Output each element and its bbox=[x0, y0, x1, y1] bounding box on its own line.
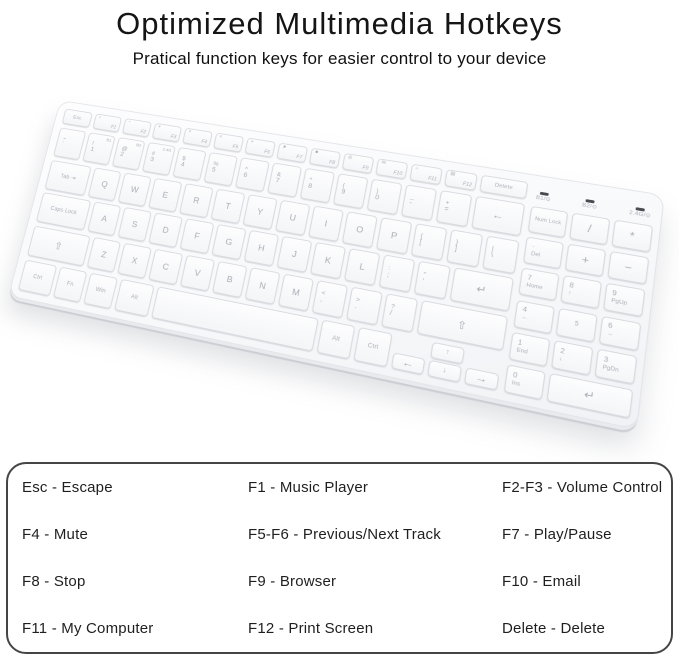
key-num-lock: Num Lock bbox=[528, 206, 569, 238]
key-ctrl-left: Ctrl bbox=[18, 260, 57, 297]
key-semicolon: : ; bbox=[378, 255, 415, 293]
key-np-2: 2 ↓ bbox=[551, 340, 593, 375]
key-backslash: | \ bbox=[482, 235, 519, 274]
key-caps-lock: Caps Lock bbox=[36, 192, 91, 230]
key-o: O bbox=[342, 211, 378, 248]
key-b: B bbox=[212, 261, 248, 298]
key-np-3: 3 PgDn bbox=[594, 348, 637, 384]
key-k: K bbox=[310, 242, 346, 279]
hotkey-legend bbox=[6, 462, 673, 654]
key-backquote: ~ ` bbox=[53, 127, 86, 160]
key-f8: ■ F8 bbox=[309, 148, 341, 169]
key-np-5: 5 bbox=[556, 307, 598, 342]
keyboard-body bbox=[8, 100, 665, 430]
indicator-label: B1/⊙ bbox=[535, 195, 552, 204]
key-2: @ 2 B2 bbox=[112, 137, 146, 170]
key-c: C bbox=[148, 249, 183, 285]
key-bracket-right: } ] bbox=[446, 229, 483, 267]
key-m: M bbox=[278, 274, 314, 312]
key-np-6: 6 → bbox=[599, 315, 642, 350]
key-f2: − F2 bbox=[122, 118, 152, 137]
key-f1: ♪ F1 bbox=[92, 113, 122, 132]
key-delete: Delete bbox=[479, 175, 528, 199]
legend-item-f9: F9 - Browser bbox=[248, 573, 337, 590]
key-w: W bbox=[118, 172, 152, 206]
key-np-0: 0 Ins bbox=[504, 364, 546, 400]
key-quote: " ' bbox=[414, 261, 451, 300]
key-np-4: 4 ← bbox=[513, 300, 555, 334]
key-f: F bbox=[179, 219, 214, 255]
key-ctrl-right: Ctrl bbox=[353, 327, 392, 367]
legend-item-f2-f3: F2-F3 - Volume Control bbox=[502, 479, 663, 496]
key-backspace: ← bbox=[471, 196, 525, 236]
key-np-del: · Del bbox=[523, 237, 564, 270]
indicator-label: 2.4G/⊙ bbox=[628, 210, 652, 220]
indicator-b1 bbox=[536, 191, 552, 203]
header bbox=[0, 0, 679, 69]
key-np-minus: − bbox=[607, 251, 649, 285]
key-np-1: 1 End bbox=[509, 332, 551, 367]
key-win: Win bbox=[83, 273, 118, 309]
legend-item-f8: F8 - Stop bbox=[22, 573, 86, 590]
legend-item-f4: F4 - Mute bbox=[22, 526, 88, 543]
key-x: X bbox=[117, 243, 152, 279]
key-fn: Fn bbox=[53, 267, 87, 303]
key-shift-right: ⇧ bbox=[417, 300, 508, 351]
key-f11: ⌂ F11 bbox=[409, 164, 442, 185]
key-tab: Tab ⇥ bbox=[45, 160, 92, 196]
key-f3: + F3 bbox=[152, 123, 182, 143]
key-f9: ◎ F9 bbox=[342, 153, 375, 174]
key-l: L bbox=[344, 248, 380, 286]
key-t: T bbox=[211, 188, 246, 223]
key-v: V bbox=[180, 255, 215, 292]
key-u: U bbox=[275, 199, 310, 235]
indicator-label: B2/⊙ bbox=[581, 202, 598, 211]
key-np-7: 7 Home bbox=[518, 268, 559, 302]
page-title: Optimized Multimedia Hotkeys bbox=[116, 6, 563, 41]
legend-item-f12: F12 - Print Screen bbox=[248, 620, 374, 637]
key-9: ( 9 bbox=[333, 173, 369, 209]
key-d: D bbox=[148, 213, 183, 248]
key-p: P bbox=[376, 217, 412, 254]
key-period: > . bbox=[346, 287, 383, 326]
legend-item-f1: F1 - Music Player bbox=[248, 479, 369, 496]
key-i: I bbox=[308, 205, 344, 241]
key-minus: _ - bbox=[401, 184, 437, 221]
key-f4: × F4 bbox=[182, 128, 213, 148]
key-q: Q bbox=[88, 167, 122, 201]
key-f6: » F6 bbox=[244, 138, 275, 158]
key-arrow-up-down: ↑ ↓ bbox=[427, 342, 465, 383]
key-e: E bbox=[148, 177, 182, 212]
indicator-b2 bbox=[582, 199, 598, 211]
legend-item-f7: F7 - Play/Pause bbox=[502, 526, 612, 543]
key-a: A bbox=[87, 202, 121, 237]
key-np-plus: + bbox=[565, 244, 607, 277]
key-shift-left: ⇧ bbox=[27, 226, 91, 267]
key-6: ^ 6 bbox=[235, 157, 270, 192]
key-enter: ↵ bbox=[450, 268, 514, 312]
key-5: % 5 bbox=[204, 152, 238, 186]
key-f12: ▤ F12 bbox=[444, 169, 478, 191]
key-np-enter: ↵ bbox=[546, 373, 633, 419]
key-r: R bbox=[179, 183, 213, 218]
key-s: S bbox=[117, 207, 151, 242]
key-y: Y bbox=[243, 194, 278, 230]
key-g: G bbox=[211, 224, 246, 260]
key-3: # 3 2.4G bbox=[142, 142, 176, 176]
legend-item-f5-f6: F5-F6 - Previous/Next Track bbox=[248, 526, 441, 543]
legend-item-f11: F11 - My Computer bbox=[22, 620, 154, 637]
key-np-divide: / bbox=[569, 213, 610, 246]
indicator-2-4g bbox=[629, 206, 652, 219]
key-h: H bbox=[244, 230, 279, 267]
key-f7: ► F7 bbox=[276, 143, 308, 163]
legend-item-esc: Esc - Escape bbox=[22, 479, 113, 496]
key-alt-right: Alt bbox=[316, 320, 355, 360]
key-f10: ✉ F10 bbox=[375, 158, 408, 179]
key-alt-left: Alt bbox=[114, 279, 154, 317]
key-7: & 7 bbox=[267, 162, 302, 197]
key-slash: ? / bbox=[381, 293, 418, 332]
page-subtitle: Pratical function keys for easier control to your device bbox=[132, 49, 547, 68]
key-z: Z bbox=[87, 237, 121, 273]
key-np-9: 9 PgUp bbox=[603, 283, 645, 317]
key-n: N bbox=[245, 267, 281, 305]
key-j: J bbox=[276, 236, 312, 273]
key-0: ) 0 bbox=[367, 179, 403, 215]
key-np-8: 8 ↑ bbox=[560, 275, 602, 309]
key-8: * 8 bbox=[300, 168, 335, 203]
key-equals: + = bbox=[436, 190, 473, 227]
key-arrow-right: → bbox=[464, 367, 500, 390]
key-arrow-left: ← bbox=[391, 352, 426, 375]
legend-item-f10: F10 - Email bbox=[502, 573, 581, 590]
key-1: ! 1 B1 bbox=[82, 132, 115, 165]
key-np-multiply: * bbox=[611, 220, 653, 253]
legend-item-delete: Delete - Delete bbox=[502, 620, 606, 637]
key-4: $ 4 bbox=[173, 147, 207, 181]
key-bracket-left: { [ bbox=[411, 223, 448, 261]
key-comma: < , bbox=[312, 280, 348, 318]
key-esc: Esc bbox=[62, 109, 93, 128]
key-f5: « F5 bbox=[213, 133, 244, 153]
